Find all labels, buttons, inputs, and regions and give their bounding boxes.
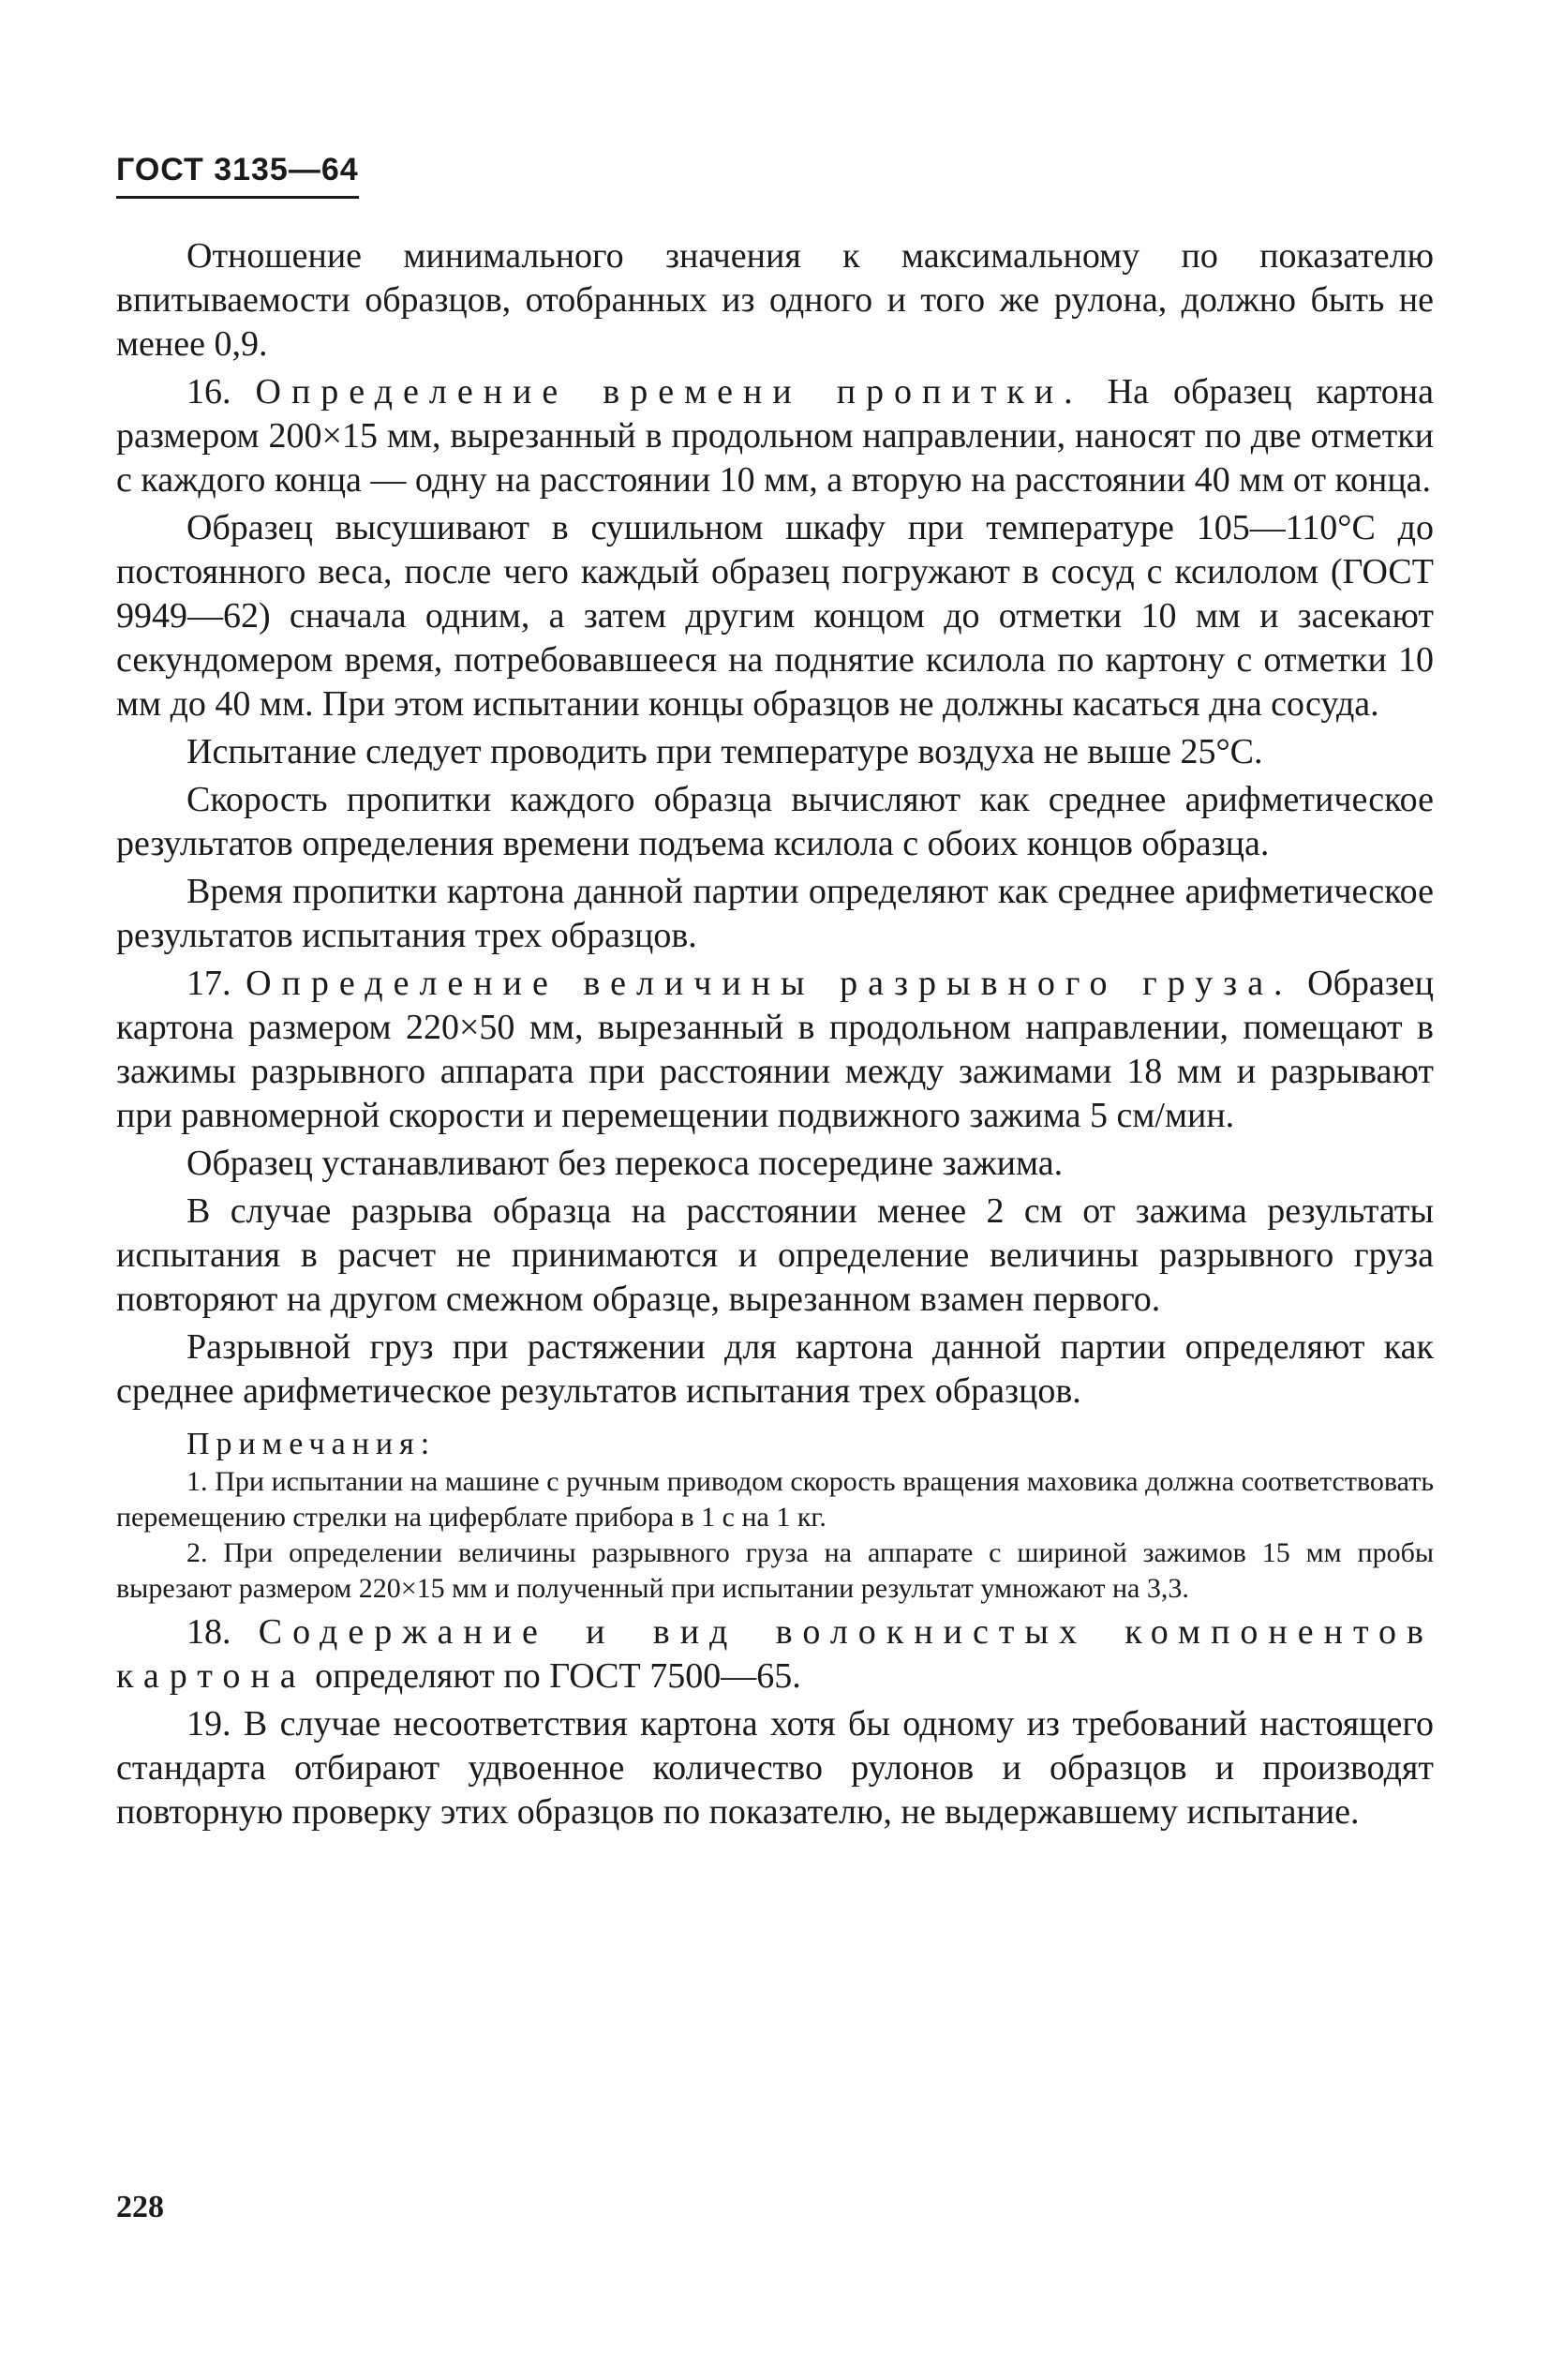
notes-title: Примечания: <box>186 1427 437 1461</box>
paragraph-impregnation-speed <box>116 778 1434 866</box>
paragraph-absorbency-ratio <box>116 234 1434 367</box>
note-text: 2. При определении величины разрывного груза на аппарате с шириной зажимов 15 мм пробы вырезают размером 220×15 мм и полученный при испытании результат умножают на 3,3. <box>116 1537 1434 1604</box>
paragraph-text: Образец высушивают в сушильном шкафу при температуре 105—110°С до постоянного веса, после чего каждый образец погружают в сосуд с ксилолом (ГОСТ 9949—62) сначала одним, а затем другим концом до отметки 10 мм и засекают секундомером время, потребовавшееся на поднятие ксилола по картону с отметки 10 мм до 40 мм. При этом испытании концы образцов не должны касаться дна сосуда. <box>116 508 1434 724</box>
paragraph-18 <box>116 1610 1434 1699</box>
paragraph-text: определяют по ГОСТ 7500—65. <box>305 1656 801 1696</box>
paragraph-text: Испытание следует проводить при температуре воздуха не выше 25°С. <box>186 732 1263 771</box>
note-text: 1. При испытании на машине с ручным приводом скорость вращения маховика должна соответствовать перемещению стрелки на циферблате прибора в 1 с на 1 кг. <box>116 1466 1434 1533</box>
section-heading: Определение величины разрывного груза. <box>246 964 1293 1003</box>
paragraph-text: Скорость пропитки каждого образца вычисляют как среднее арифметическое результатов определения времени подъема ксилола с обоих концов образца. <box>116 780 1434 863</box>
section-heading: Содержание и вид волокнистых компонентов картона <box>116 1612 1434 1696</box>
paragraph-breaking-load <box>116 1325 1434 1414</box>
paragraph-text: Отношение минимального значения к максимальному по показателю впитываемости образцов, отобранных из одного и того же рулона, должно быть не менее 0,9. <box>116 236 1434 364</box>
section-number: 18. <box>186 1612 259 1652</box>
paragraph-text: Образец устанавливают без перекоса посередине зажима. <box>186 1144 1064 1183</box>
paragraph-impregnation-time <box>116 870 1434 958</box>
note-2 <box>116 1535 1434 1607</box>
paragraph-sample-placement <box>116 1142 1434 1186</box>
section-heading: Определение времени пропитки. <box>255 372 1083 412</box>
paragraph-test-temperature <box>116 730 1434 774</box>
paragraph-text: На образец картона размером 200×15 мм, вырезанный в продольном направлении, наносят по две отметки с каждого конца — одну на расстоянии 10 мм, а вторую на расстоянии 40 мм от конца. <box>116 372 1434 500</box>
paragraph-text: В случае разрыва образца на расстоянии менее 2 см от зажима результаты испытания в расчет не принимаются и определение величины разрывного груза повторяют на другом смежном образце, вырезанном взамен первого. <box>116 1191 1434 1319</box>
paragraph-16 <box>116 370 1434 502</box>
section-number: 16. <box>186 372 256 412</box>
document-code-header: ГОСТ 3135—64 <box>116 152 359 199</box>
document-body <box>116 234 1434 1834</box>
paragraph-text: Время пропитки картона данной партии определяют как среднее арифметическое результатов испытания трех образцов. <box>116 872 1434 955</box>
paragraph-text: Образец картона размером 220×50 мм, вырезанный в продольном направлении, помещают в зажимы разрывного аппарата при расстоянии между зажимами 18 мм и разрывают при равномерной скорости и перемещении подвижного зажима 5 см/мин. <box>116 964 1435 1135</box>
paragraph-19 <box>116 1702 1434 1834</box>
section-number: 17. <box>186 964 246 1003</box>
page-number: 228 <box>116 2190 164 2224</box>
note-1 <box>116 1464 1434 1535</box>
paragraph-text: Разрывной груз при растяжении для картона данной партии определяют как среднее арифметическое результатов испытания трех образцов. <box>116 1327 1434 1411</box>
paragraph-17 <box>116 962 1434 1138</box>
paragraph-drying <box>116 506 1434 726</box>
paragraph-break-near-clamp <box>116 1190 1434 1322</box>
paragraph-text: 19. В случае несоответствия картона хотя бы одному из требований настоящего стандарта отбирают удвоенное количество рулонов и образцов и производят повторную проверку этих образцов по показателю, не выдержавшему испытание. <box>116 1704 1434 1832</box>
